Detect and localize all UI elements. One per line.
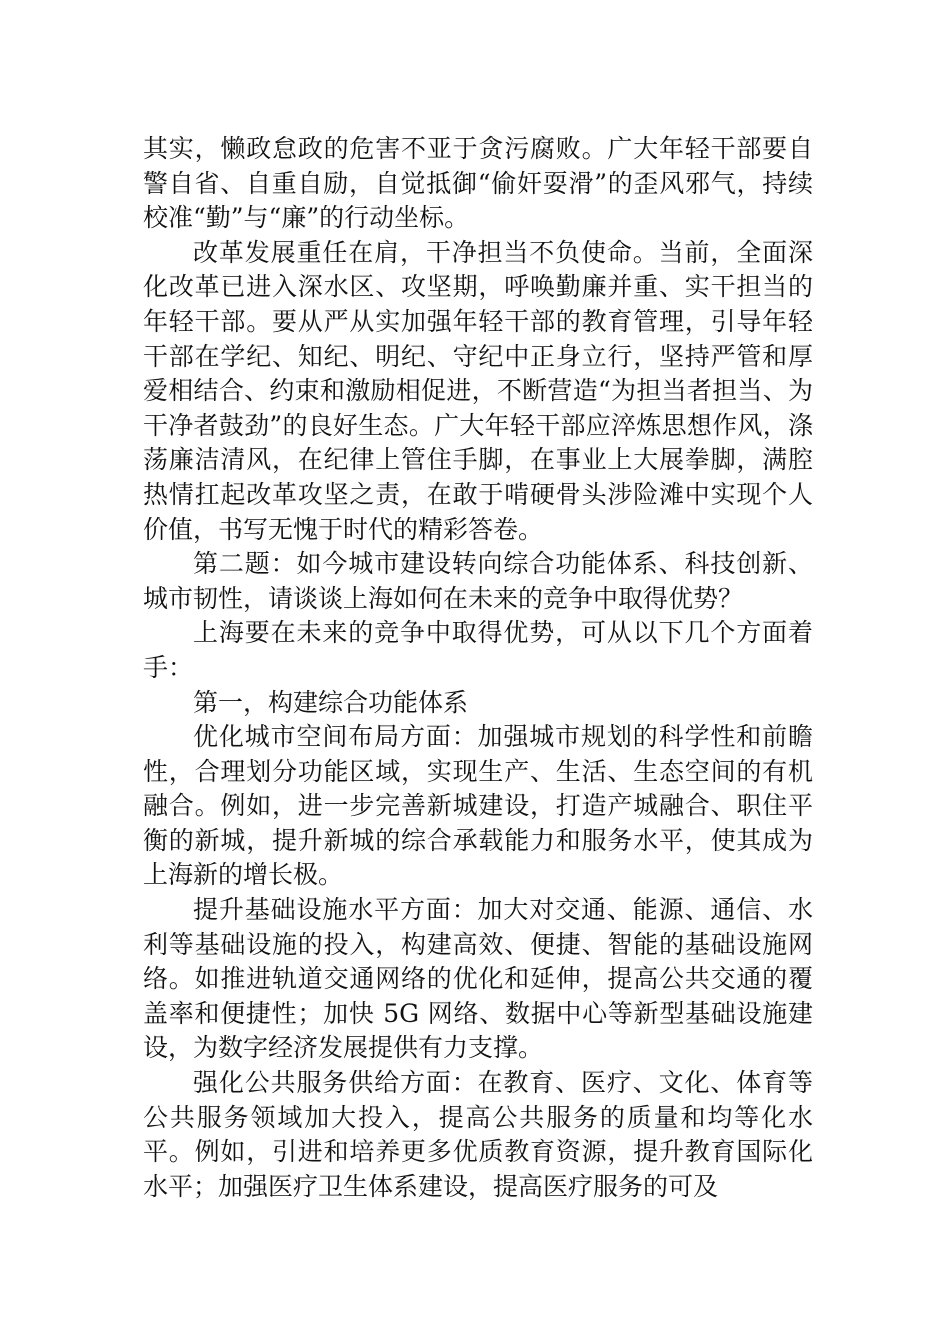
- paragraph-infrastructure: 提升基础设施水平方面：加大对交通、能源、通信、水利等基础设施的投入，构建高效、便捷、智能的基础设施网络。如推进轨道交通网络的优化和延伸，提高公共交通的覆盖率和便捷性；加快 5G 网络、数据中心等新型基础设施建设，为数字经济发展提供有力支撑。: [143, 895, 813, 1063]
- paragraph-answer-intro: 上海要在未来的竞争中取得优势，可从以下几个方面着手：: [143, 618, 813, 682]
- paragraph-1: 其实，懒政怠政的危害不亚于贪污腐败。广大年轻干部要自警自省、自重自励，自觉抵御“偷奸耍滑”的歪风邪气，持续校准“勤”与“廉”的行动坐标。: [143, 134, 813, 233]
- paragraph-2: 改革发展重任在肩，干净担当不负使命。当前，全面深化改革已进入深水区、攻坚期，呼唤勤廉并重、实干担当的年轻干部。要从严从实加强年轻干部的教育管理，引导年轻干部在学纪、知纪、明纪、守纪中正身立行，坚持严管和厚爱相结合、约束和激励相促进，不断营造“为担当者担当、为干净者鼓劲”的良好生态。广大年轻干部应淬炼思想作风，涤荡廉洁清风，在纪律上管住手脚，在事业上大展拳脚，满腔热情扛起改革攻坚之责，在敢于啃硬骨头涉险滩中实现个人价值，书写无愧于时代的精彩答卷。: [143, 237, 813, 544]
- section-heading-1: 第一，构建综合功能体系: [193, 687, 469, 717]
- question-2-heading: 第二题：如今城市建设转向综合功能体系、科技创新、城市韧性，请谈谈上海如何在未来的竞争中取得优势？: [143, 549, 813, 613]
- paragraph-urban-layout: 优化城市空间布局方面：加强城市规划的科学性和前瞻性，合理划分功能区域，实现生产、生活、生态空间的有机融合。例如，进一步完善新城建设，打造产城融合、职住平衡的新城，提升新城的综合承载能力和服务水平，使其成为上海新的增长极。: [143, 722, 813, 890]
- paragraph-public-services: 强化公共服务供给方面：在教育、医疗、文化、体育等公共服务领域加大投入，提高公共服务的质量和均等化水平。例如，引进和培养更多优质教育资源，提升教育国际化水平；加强医疗卫生体系建设，提高医疗服务的可及: [143, 1068, 813, 1201]
- document-body: [143, 132, 813, 1204]
